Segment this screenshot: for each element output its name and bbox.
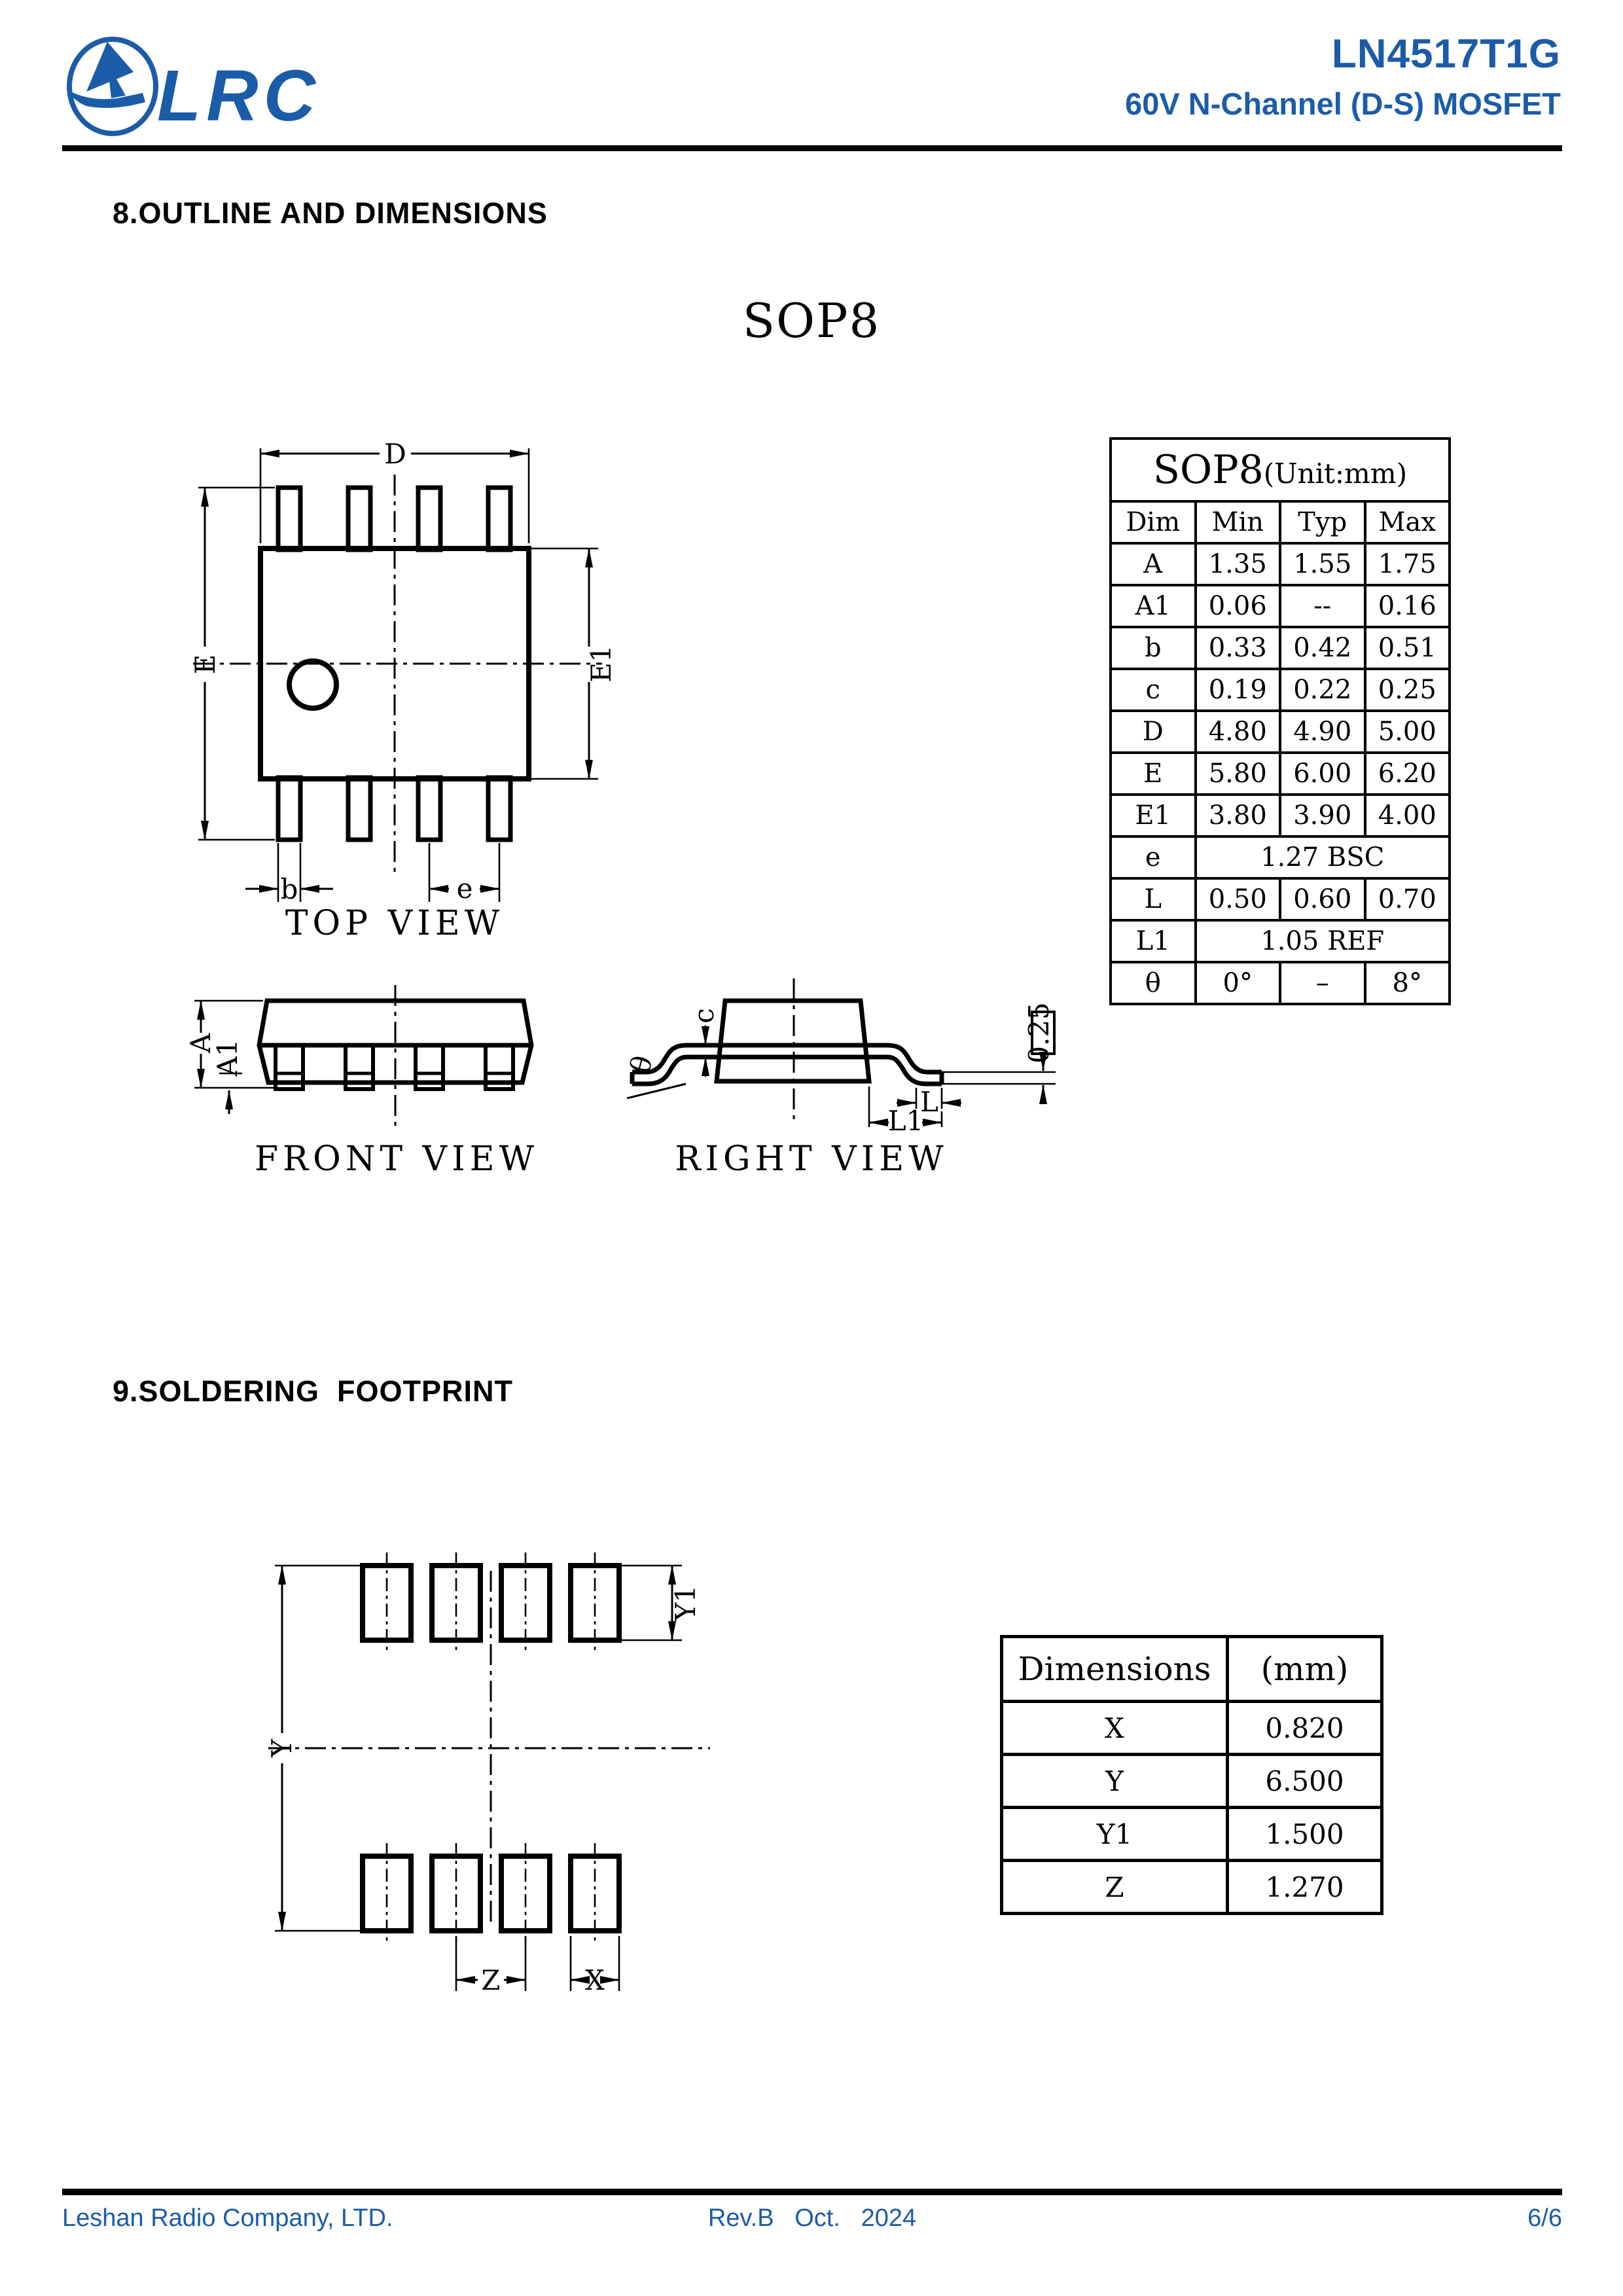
col-max: Max (1365, 501, 1450, 543)
name-cell: X (1002, 1702, 1228, 1755)
max-cell: 0.70 (1365, 878, 1450, 920)
section8-heading: 8.OUTLINE AND DIMENSIONS (113, 196, 548, 230)
max-cell: 6.20 (1365, 753, 1450, 795)
right-view-caption: RIGHT VIEW (675, 1139, 948, 1179)
dim-label-c: c (688, 1008, 720, 1024)
logo-text: LRC (157, 56, 321, 136)
min-cell: 0° (1196, 962, 1281, 1004)
table-title: SOP8 (1152, 447, 1264, 493)
table-row (1002, 1702, 1382, 1755)
value-cell: 0.820 (1228, 1702, 1382, 1755)
max-cell: 5.00 (1365, 711, 1450, 753)
table-row (1002, 1861, 1382, 1914)
max-cell: 0.16 (1365, 585, 1450, 627)
value-cell: 1.500 (1228, 1808, 1382, 1861)
typ-cell: 1.55 (1280, 543, 1365, 585)
table-row (1111, 753, 1450, 795)
dim-label-L: L (920, 1086, 938, 1118)
dimension-X (571, 1936, 619, 1996)
dim-cell: L (1111, 878, 1196, 920)
col-mm: (mm) (1228, 1637, 1382, 1702)
table-row (1002, 1808, 1382, 1861)
top-view-caption: TOP VIEW (285, 904, 505, 943)
dimension-coplanarity (927, 1002, 1056, 1103)
header-rule (62, 145, 1562, 151)
lead-profile (632, 1045, 942, 1084)
dim-label-Z: Z (481, 1964, 501, 1996)
dimension-Z (456, 1936, 526, 1996)
table-header-row (1002, 1637, 1382, 1702)
col-min: Min (1196, 501, 1281, 543)
lrc-logo (58, 29, 339, 147)
header-title-block (1125, 31, 1561, 123)
min-cell: 4.80 (1196, 711, 1281, 753)
typ-cell: 4.90 (1280, 711, 1365, 753)
max-cell: 0.25 (1365, 669, 1450, 711)
dim-label-e: e (456, 872, 473, 905)
dim-cell: e (1111, 836, 1196, 878)
table-header-row (1111, 501, 1450, 543)
dim-label-025: 0.25 (1023, 1002, 1055, 1064)
typ-cell: – (1280, 962, 1365, 1004)
table-unit: (Unit:mm) (1263, 457, 1408, 490)
max-cell: 4.00 (1365, 795, 1450, 836)
value-cell: 1.270 (1228, 1861, 1382, 1914)
table-row (1111, 962, 1450, 1004)
table-row (1111, 543, 1450, 585)
table-row (1111, 669, 1450, 711)
outline-dimension-table (1109, 437, 1451, 1005)
dim-label-A1: A1 (211, 1039, 243, 1077)
dim-cell: A1 (1111, 585, 1196, 627)
col-typ: Typ (1280, 501, 1365, 543)
footer-company: Leshan Radio Company, LTD. (62, 2204, 393, 2232)
min-cell: 0.50 (1196, 878, 1281, 920)
max-cell: 1.75 (1365, 543, 1450, 585)
package-title: SOP8 (742, 293, 881, 348)
table-title-cell (1111, 439, 1450, 501)
typ-cell: 6.00 (1280, 753, 1365, 795)
footprint-drawing (242, 1545, 733, 2003)
dim-label-b: b (280, 873, 298, 905)
dim-label-D: D (384, 438, 406, 470)
table-row (1111, 627, 1450, 669)
table-row (1111, 878, 1450, 920)
section9-heading: 9.SOLDERING FOOTPRINT (113, 1374, 514, 1408)
col-dimensions: Dimensions (1002, 1637, 1228, 1702)
centerlines (193, 475, 602, 877)
table-row (1111, 795, 1450, 836)
max-cell: 8° (1365, 962, 1450, 1004)
min-cell: 1.35 (1196, 543, 1281, 585)
dim-cell: E1 (1111, 795, 1196, 836)
typ-cell: 0.22 (1280, 669, 1365, 711)
dim-cell: b (1111, 627, 1196, 669)
footer (62, 2204, 1562, 2237)
top-view-drawing (183, 419, 681, 942)
dim-cell: A (1111, 543, 1196, 585)
part-number: LN4517T1G (1331, 31, 1561, 77)
dim-label-E1: E1 (585, 645, 617, 683)
dim-label-theta: θ (624, 1052, 659, 1077)
dim-label-Y: Y (266, 1739, 298, 1757)
centerlines (268, 1571, 710, 1926)
table-row (1111, 836, 1450, 878)
span-cell: 1.05 REF (1196, 920, 1450, 962)
dimension-A1 (211, 1039, 243, 1114)
dimension-c (688, 1008, 720, 1077)
typ-cell: 0.42 (1280, 627, 1365, 669)
min-cell: 0.33 (1196, 627, 1281, 669)
typ-cell: 3.90 (1280, 795, 1365, 836)
front-view-caption: FRONT VIEW (254, 1139, 539, 1179)
table-row (1111, 585, 1450, 627)
front-view-drawing (164, 969, 622, 1191)
logo-hull (68, 90, 145, 108)
footer-revision: Rev.B Oct. 2024 (707, 2204, 917, 2232)
footer-rule (62, 2189, 1562, 2195)
table-title-row (1111, 439, 1450, 501)
min-cell: 5.80 (1196, 753, 1281, 795)
right-view-drawing (622, 969, 1093, 1191)
dim-cell: θ (1111, 962, 1196, 1004)
min-cell: 0.19 (1196, 669, 1281, 711)
dim-cell: L1 (1111, 920, 1196, 962)
col-dim: Dim (1111, 501, 1196, 543)
table-row (1111, 920, 1450, 962)
dim-label-X: X (585, 1964, 605, 1996)
dim-label-Y1: Y1 (669, 1585, 702, 1621)
dim-label-L1: L1 (887, 1105, 924, 1137)
name-cell: Y (1002, 1755, 1228, 1808)
min-cell: 0.06 (1196, 585, 1281, 627)
dimension-b (245, 843, 333, 905)
value-cell: 6.500 (1228, 1755, 1382, 1808)
min-cell: 3.80 (1196, 795, 1281, 836)
dim-cell: c (1111, 669, 1196, 711)
dim-label-E: E (189, 654, 221, 675)
dimension-Y1 (622, 1566, 702, 1640)
name-cell: Y1 (1002, 1808, 1228, 1861)
dim-cell: E (1111, 753, 1196, 795)
part-subtitle: 60V N-Channel (D-S) MOSFET (1125, 86, 1561, 121)
typ-cell: 0.60 (1280, 878, 1365, 920)
dim-label-A: A (185, 1033, 217, 1054)
table-row (1111, 711, 1450, 753)
dimension-e (429, 843, 499, 905)
typ-cell: -- (1280, 585, 1365, 627)
table-row (1002, 1755, 1382, 1808)
footprint-dimension-table (1000, 1635, 1383, 1915)
max-cell: 0.51 (1365, 627, 1450, 669)
dim-cell: D (1111, 711, 1196, 753)
name-cell: Z (1002, 1861, 1228, 1914)
footer-page-number: 6/6 (1527, 2204, 1562, 2232)
span-cell: 1.27 BSC (1196, 836, 1450, 878)
pin1-marker (289, 661, 336, 708)
